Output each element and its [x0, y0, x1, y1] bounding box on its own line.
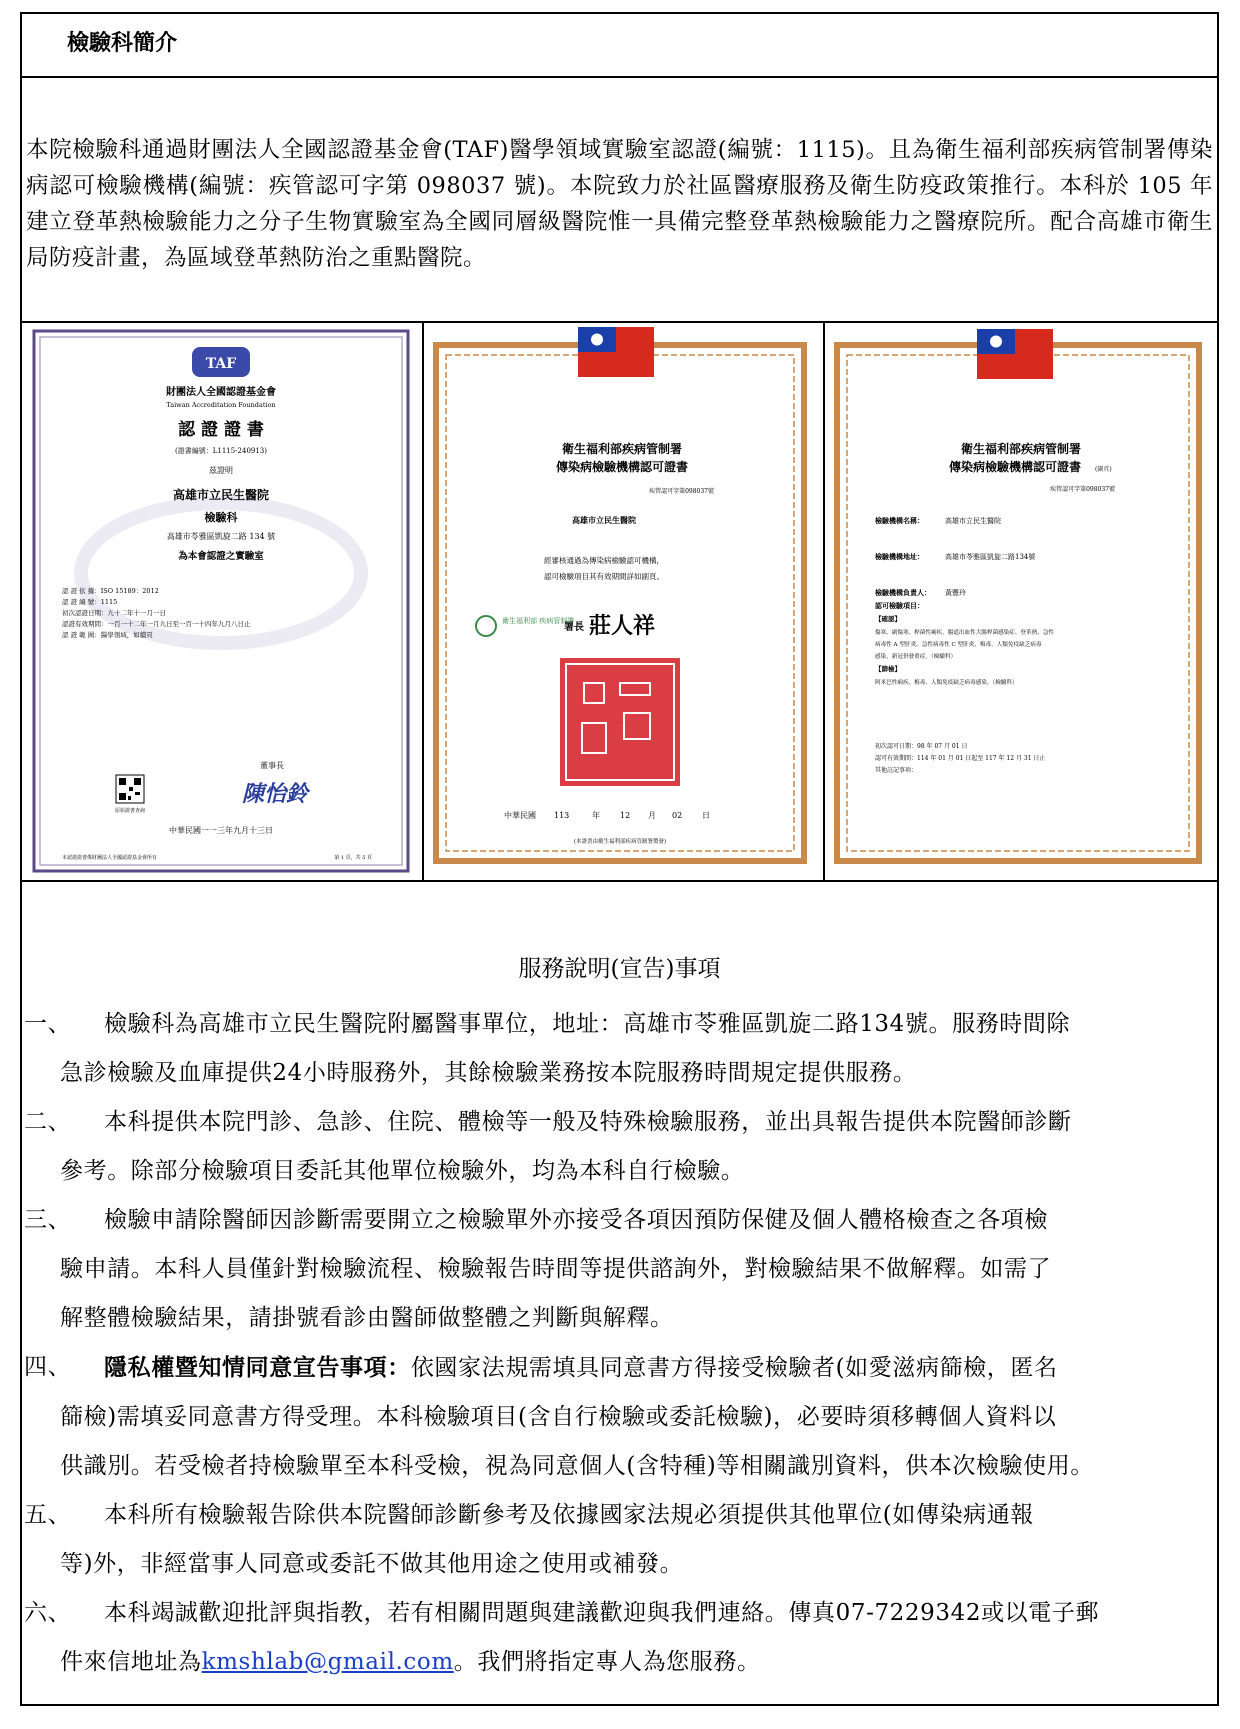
taf-certificate-image — [22, 323, 420, 878]
item-line: 解整體檢驗結果，請掛號看診由醫師做整體之判斷與解釋。 — [60, 1305, 674, 1331]
cdc-supplement-image — [825, 323, 1215, 878]
item-line: 等)外，非經當事人同意或委託不做其他用途之使用或補發。 — [60, 1551, 684, 1577]
cdc-date-prefix: 中華民國 — [504, 811, 536, 820]
supp-name: 高雄市立民生醫院 — [945, 517, 1001, 525]
certificates-row — [22, 323, 1217, 882]
item-line: 供識別。若受檢者持檢驗單至本科受檢，視為同意個人(含特種)等相關識別資料，供本次檢驗使用。 — [60, 1453, 1094, 1479]
service-list — [22, 1000, 1213, 1687]
taf-heading: 認 證 證 書 — [178, 420, 264, 440]
qr-code-icon — [116, 775, 144, 803]
privacy-heading: 隱私權暨知情同意宣告事項： — [104, 1354, 411, 1381]
supp-title1: 衛生福利部疾病管制署 — [960, 442, 1082, 456]
supp-addr-label: 檢驗機構地址： — [875, 552, 924, 561]
taf-logo-text: TAF — [205, 356, 237, 372]
taf-chairman-title: 董事長 — [260, 761, 284, 770]
supp-other: 其他註記事項： — [875, 767, 918, 774]
cdc-date-day: 02 — [672, 811, 683, 820]
cdc-month-unit: 月 — [648, 811, 656, 820]
cdc-footer: (本證書由衛生福利部疾病管制署製發) — [573, 839, 667, 845]
supp-cat2: 【篩檢】 — [875, 665, 901, 673]
item-number: 六、 — [24, 1600, 72, 1626]
supp-no: 疾管認可字第098037號 — [1050, 486, 1115, 493]
list-item — [22, 1491, 1213, 1589]
taf-chairman-signature: 陳怡鈴 — [242, 781, 309, 807]
item-line-tail: 。我們將指定專人為您服務。 — [453, 1649, 761, 1675]
supp-cat1-text: 傷寒、副傷寒、桿菌性痢疾、腸道出血性大腸桿菌感染症、登革熱、急性 — [875, 630, 1055, 636]
roc-flag-icon — [578, 327, 654, 377]
list-item — [22, 1196, 1213, 1343]
official-seal-icon — [560, 658, 680, 786]
item-line: 本科竭誠歡迎批評與指教，若有相關問題與建議歡迎與我們連絡。傳真07-7229342或以電子郵 — [104, 1600, 1100, 1626]
supp-valid: 認可有效期間：114 年 01 月 01 日起至 117 年 12 月 31 日止 — [875, 755, 1046, 762]
email-link[interactable]: kmshlab@gmail.com — [201, 1649, 454, 1675]
cdc-director-signature: 莊人祥 — [589, 613, 656, 639]
taf-date: 中華民國一一三年九月十三日 — [169, 826, 273, 835]
supp-name-label: 檢驗機構名稱： — [875, 516, 924, 525]
cdc-body2: 認可檢驗項目其有效期間詳如副頁。 — [544, 572, 664, 581]
taf-org-en: Taiwan Accreditation Foundation — [166, 401, 276, 409]
list-item — [22, 1000, 1213, 1098]
service-row — [22, 882, 1217, 1704]
cdc-day-unit: 日 — [702, 811, 710, 820]
item-line: 急診檢驗及血庫提供24小時服務外，其餘檢驗業務按本院服務時間規定提供服務。 — [60, 1060, 917, 1086]
item-number: 二、 — [24, 1109, 72, 1135]
supp-items-label: 認可檢驗項目： — [875, 601, 924, 610]
cdc-body1: 經審核通過為傳染病檢驗認可機構， — [544, 556, 664, 565]
cdc-agency: 衛生福利部 疾病管制署 — [502, 617, 575, 625]
cdc-hospital: 高雄市立民生醫院 — [572, 515, 636, 525]
taf-field: 認 證 範 圍：醫學領域，如續頁 — [62, 631, 153, 639]
cdc-date-month: 12 — [620, 811, 631, 820]
taf-certify: 茲證明 — [209, 466, 233, 475]
supp-cat1: 【確認】 — [875, 615, 901, 623]
supp-first-date: 初次認可日期：98 年 07 月 01 日 — [875, 743, 968, 750]
taf-lab-line: 為本會認證之實驗室 — [178, 551, 264, 562]
taf-certificate-cell — [22, 323, 424, 880]
item-number: 一、 — [24, 1011, 72, 1037]
list-item — [22, 1098, 1213, 1196]
document-frame — [20, 12, 1219, 1706]
list-item — [22, 1343, 1213, 1491]
supp-title2-suffix: (副頁) — [1095, 466, 1112, 473]
taf-field: 認 證 編 號：1115 — [62, 598, 118, 606]
cdc-supplement-cell — [825, 323, 1217, 880]
item-line: 篩檢)需填妥同意書方得受理。本科檢驗項目(含自行檢驗或委託檢驗)，必要時須移轉個人資料以 — [60, 1404, 1057, 1430]
taf-hospital: 高雄市立民生醫院 — [172, 488, 270, 502]
service-heading: 服務說明(宣告)事項 — [518, 956, 721, 982]
item-line: 本科提供本院門診、急診、住院、體檢等一般及特殊檢驗服務，並出具報告提供本院醫師診斷 — [104, 1109, 1072, 1135]
cdc-title1: 衛生福利部疾病管制署 — [561, 442, 683, 456]
cdc-certificate-image — [424, 323, 821, 878]
supp-cat2-text: 阿米巴性痢疾、梅毒、人類免疫缺乏病毒感染。（檢驗科） — [875, 680, 1018, 686]
supp-title2: 傳染病檢驗機構認可證書 — [948, 460, 1082, 474]
supp-head: 黃豐玲 — [945, 589, 966, 597]
item-number: 三、 — [24, 1207, 72, 1233]
title-row — [22, 14, 1217, 78]
supp-cat1-text: 感染，新冠併發重症。（檢驗科） — [875, 654, 957, 660]
intro-row — [22, 78, 1217, 323]
cdc-date-year: 113 — [554, 811, 570, 820]
taf-field: 認 證 依 據：ISO 15189：2012 — [62, 587, 159, 595]
list-item — [22, 1589, 1213, 1687]
taf-cert-no: (證書編號：L1115-240913) — [174, 447, 268, 455]
roc-flag-icon — [977, 329, 1053, 379]
item-line: 本科所有檢驗報告除供本院醫師診斷參考及依據國家法規必須提供其他單位(如傳染病通報 — [104, 1502, 1034, 1528]
taf-dept: 檢驗科 — [204, 511, 238, 524]
intro-paragraph: 本院檢驗科通過財團法人全國認證基金會(TAF)醫學領域實驗室認證(編號：1115)。且為衛生福利部疾病管制署傳染病認可檢驗機構(編號：疾管認可字第 098037 號)。本院致力於社區醫療服務及衛生防疫政策推行。本科於 105 年建立登革熱檢驗能力之分子生物實驗室為全國同層級醫院惟一具備完整登革熱檢驗能力之醫療院所。配合高雄市衛生局防疫計畫，為區域登革熱防治之重點醫院。 — [26, 137, 1213, 271]
cdc-director-title: 署長 — [564, 622, 584, 633]
item-line: 件來信地址為 — [60, 1649, 202, 1675]
item-line: 驗申請。本科人員僅針對檢驗流程、檢驗報告時間等提供諮詢外，對檢驗結果不做解釋。如需了 — [60, 1256, 1052, 1282]
supp-cat1-text: 病毒性 A 型肝炎、急性病毒性 C 型肝炎、梅毒、人類免疫缺乏病毒 — [875, 642, 1042, 648]
taf-field: 認證有效期間：一百一十二年一月九日至一百一十四年九月八日止 — [62, 620, 251, 628]
item-line: 依國家法規需填具同意書方得接受檢驗者(如愛滋病篩檢，匿名 — [410, 1355, 1058, 1381]
item-line: 參考。除部分檢驗項目委託其他單位檢驗外，均為本科自行檢驗。 — [60, 1158, 745, 1184]
taf-footer-right: 第 1 頁，共 5 頁 — [334, 855, 372, 861]
item-line: 檢驗科為高雄市立民生醫院附屬醫事單位，地址：高雄市苓雅區凱旋二路134號。服務時間除 — [104, 1011, 1071, 1037]
item-number: 五、 — [24, 1502, 72, 1528]
seal-text: 衛生福利部疾病管制署之印 — [614, 723, 626, 724]
cdc-year-unit: 年 — [592, 811, 600, 820]
taf-org: 財團法人全國認證基金會 — [166, 387, 276, 398]
taf-footer-left: 本認證證書係財團法人全國認證基金會所有 — [62, 855, 158, 861]
supp-addr: 高雄市苓雅區凱旋二路134號 — [945, 553, 1036, 561]
taf-address: 高雄市苓雅區凱旋二路 134 號 — [166, 532, 276, 541]
taf-qr-caption: 原始證書查詢 — [114, 808, 146, 814]
page-title: 檢驗科簡介 — [67, 31, 178, 56]
cdc-no: 疾管認可字第098037號 — [649, 488, 714, 495]
cdc-certificate-cell — [424, 323, 825, 880]
cdc-title2: 傳染病檢驗機構認可證書 — [555, 460, 689, 474]
item-line: 檢驗申請除醫師因診斷需要開立之檢驗單外亦接受各項因預防保健及個人體格檢查之各項檢 — [104, 1207, 1048, 1233]
taf-field: 初次認證日期：九十二年十一月一日 — [62, 609, 166, 617]
supp-head-label: 檢驗機構負責人： — [875, 588, 931, 597]
item-number: 四、 — [24, 1354, 72, 1380]
